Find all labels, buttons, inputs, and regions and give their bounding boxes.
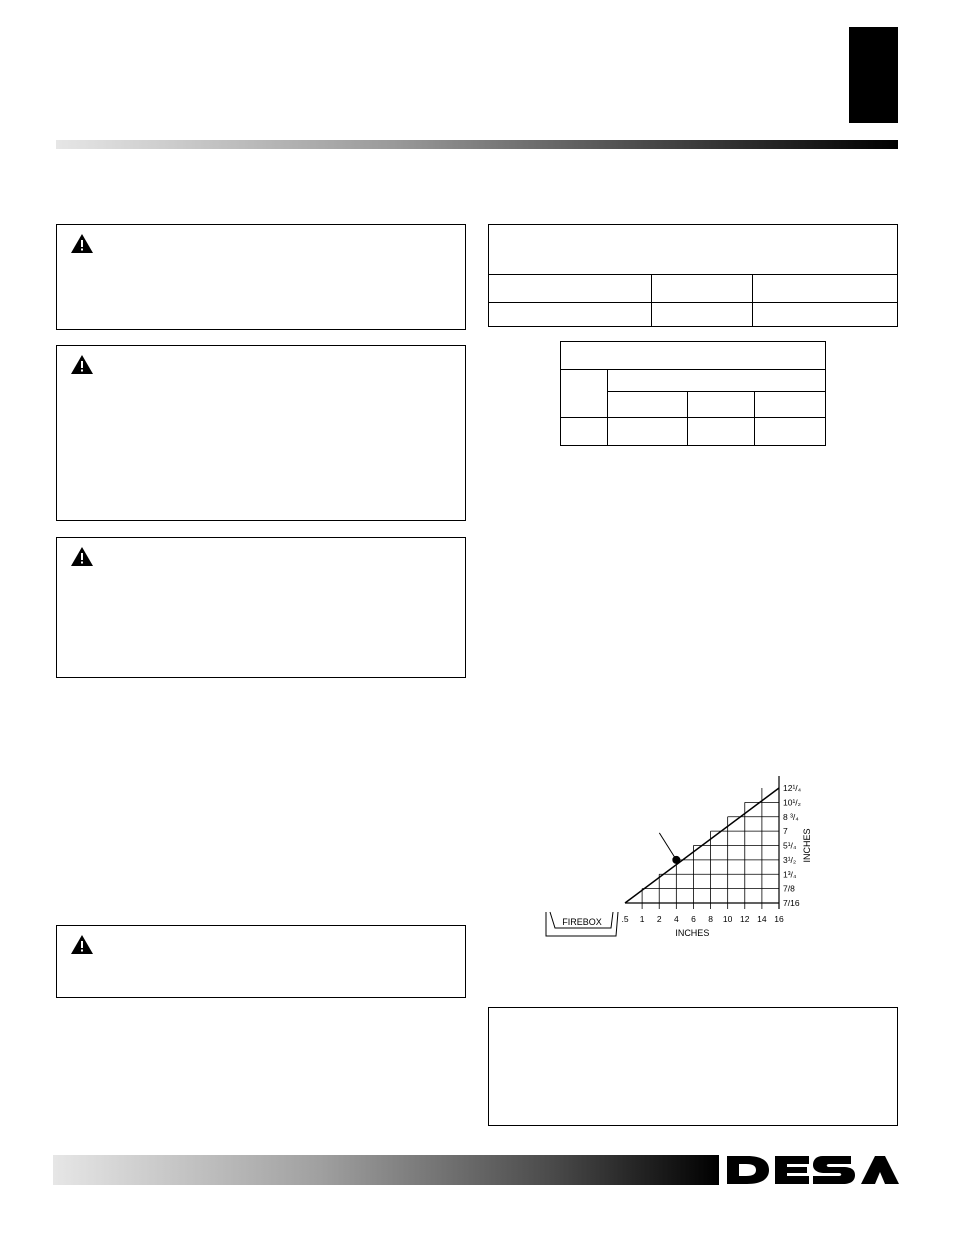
x-tick-label: .5 xyxy=(621,914,629,924)
y-tick-label: 1³/₄ xyxy=(783,869,797,880)
warning-box-4 xyxy=(56,925,466,998)
table-cell xyxy=(561,370,608,418)
y-tick-label: 10¹/₂ xyxy=(783,797,801,808)
y-tick-label: 5¹/₄ xyxy=(783,840,797,851)
table-cell xyxy=(753,303,898,327)
footer-gradient-bar xyxy=(53,1155,719,1185)
x-tick-label: 1 xyxy=(639,914,645,924)
x-tick-label: 10 xyxy=(722,914,733,924)
table-cell xyxy=(688,418,755,446)
warning-triangle-icon xyxy=(70,233,94,254)
spec-table-1 xyxy=(488,224,898,327)
header-gradient-bar xyxy=(56,140,898,149)
table-cell xyxy=(755,392,826,418)
x-tick-label: 8 xyxy=(708,914,713,924)
y-tick-label: 7/8 xyxy=(783,883,795,894)
table-cell xyxy=(561,418,608,446)
chart-x-axis-label: INCHES xyxy=(675,928,710,938)
x-tick-label: 12 xyxy=(740,914,750,924)
table-cell xyxy=(652,275,753,303)
warning-box-1 xyxy=(56,224,466,330)
x-tick-label: 2 xyxy=(656,914,662,924)
spec-table-2 xyxy=(560,341,826,446)
y-tick-label: 7/16 xyxy=(783,898,800,908)
x-tick-label: 4 xyxy=(673,914,679,924)
warning-triangle-icon xyxy=(70,934,94,955)
clearance-chart xyxy=(540,770,830,950)
warning-box-3 xyxy=(56,537,466,678)
warning-triangle-icon xyxy=(70,354,94,375)
y-tick-label: 3¹/₂ xyxy=(783,854,797,865)
table-cell xyxy=(608,418,688,446)
table-cell xyxy=(652,303,753,327)
warning-triangle-icon xyxy=(70,546,94,567)
x-tick-label: 16 xyxy=(774,914,784,924)
chart-highlight-point xyxy=(672,856,680,864)
x-tick-label: 14 xyxy=(757,914,767,924)
section-tab xyxy=(849,27,898,123)
chart-grid xyxy=(642,788,779,909)
chart-y-axis-label: INCHES xyxy=(802,828,812,863)
table-cell xyxy=(608,392,688,418)
warning-box-2 xyxy=(56,345,466,521)
x-tick-label: 6 xyxy=(691,914,696,924)
firebox-label: FIREBOX xyxy=(562,917,602,927)
chart-leader-line xyxy=(659,833,676,860)
spec-table-2-title-cell xyxy=(561,342,826,370)
y-tick-label: 12¹/₄ xyxy=(783,783,802,793)
table-cell xyxy=(489,303,652,327)
y-tick-label: 8 ³/₄ xyxy=(783,811,799,822)
y-tick-label: 7 xyxy=(783,826,788,837)
info-box xyxy=(488,1007,898,1126)
table-cell xyxy=(688,392,755,418)
table-cell xyxy=(753,275,898,303)
table-cell xyxy=(608,370,826,392)
table-cell xyxy=(755,418,826,446)
table-cell xyxy=(489,275,652,303)
spec-table-1-title-cell xyxy=(489,225,898,275)
desa-logo xyxy=(725,1150,899,1190)
